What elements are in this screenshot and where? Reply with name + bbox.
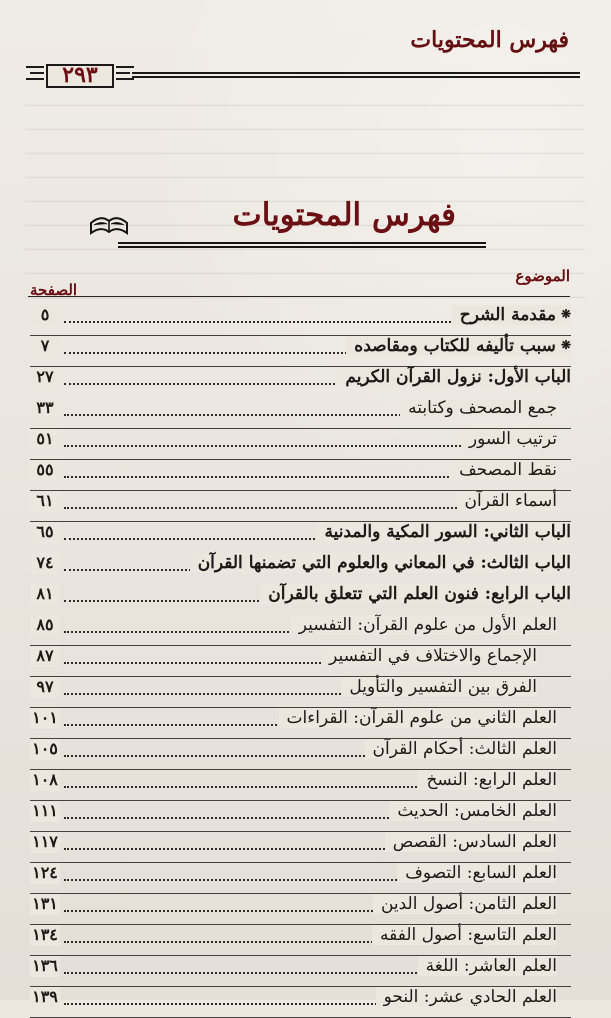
- page-number-ornament: [26, 60, 134, 92]
- toc-entry-title: العلم الحادي عشر: النحو: [376, 987, 557, 1007]
- toc-entry-page: ٧: [30, 336, 60, 357]
- ornament-line: [26, 78, 44, 80]
- ornament-line: [26, 66, 44, 68]
- toc-entry-page: ١٠١: [30, 708, 60, 729]
- list-item: [30, 832, 571, 863]
- toc-entry-page: ٣٣: [30, 398, 60, 419]
- toc-entry-title: أسماء القرآن: [457, 491, 557, 511]
- toc-entry-page: ٨٧: [30, 646, 60, 667]
- toc-entry-page: ١٢٤: [30, 863, 60, 884]
- page-number-box: [46, 64, 114, 88]
- open-book-icon: [88, 213, 130, 237]
- list-item: [30, 863, 571, 894]
- toc-entry-title: الإجماع والاختلاف في التفسير: [321, 646, 537, 666]
- toc-entry-page: ١٣٩: [30, 987, 60, 1008]
- toc-entry-page: ٦٥: [30, 522, 60, 543]
- list-item: [30, 770, 571, 801]
- list-item: [30, 460, 571, 491]
- toc-entry-title: الفرق بين التفسير والتأويل: [341, 677, 537, 697]
- toc-entry-page: ١٠٥: [30, 739, 60, 760]
- column-header-rule: [28, 296, 570, 297]
- list-item: [30, 305, 571, 336]
- list-item: [30, 925, 571, 956]
- table-of-contents-list: [30, 305, 571, 1018]
- heading-rule: [118, 242, 486, 248]
- bleed-through-text: [25, 88, 585, 298]
- toc-entry-page: ٨١: [30, 584, 60, 605]
- toc-entry-title: الباب الثاني: السور المكية والمدنية: [316, 522, 571, 542]
- running-title: فهرس المحتويات: [410, 27, 569, 53]
- toc-entry-page: ٦١: [30, 491, 60, 512]
- header-rule: [132, 72, 580, 78]
- toc-entry-page: ١٣٦: [30, 956, 60, 977]
- list-item: [30, 336, 571, 367]
- toc-entry-title: العلم الثالث: أحكام القرآن: [365, 739, 558, 759]
- toc-entry-title: الباب الأول: نزول القرآن الكريم: [337, 367, 571, 387]
- toc-entry-page: ٥١: [30, 429, 60, 450]
- list-item: [30, 987, 571, 1018]
- list-item: [30, 615, 571, 646]
- toc-entry-title: العلم الثامن: أصول الدين: [373, 894, 557, 914]
- toc-entry-page: ٥٥: [30, 460, 60, 481]
- toc-entry-page: ١١١: [30, 801, 60, 822]
- toc-entry-page: ٩٧: [30, 677, 60, 698]
- list-item: [30, 801, 571, 832]
- list-item: [30, 398, 571, 429]
- list-item: [30, 894, 571, 925]
- toc-entry-title: العلم السابع: التصوف: [397, 863, 557, 883]
- toc-entry-page: ١٠٨: [30, 770, 60, 791]
- page-title: فهرس المحتويات: [232, 197, 456, 233]
- page-column-header: الصفحة: [30, 281, 78, 299]
- list-item: [30, 708, 571, 739]
- ornament-line: [116, 78, 134, 80]
- toc-entry-title: ترتيب السور: [461, 429, 557, 449]
- list-item: [30, 367, 571, 398]
- list-item: [30, 646, 571, 677]
- toc-entry-title: جمع المصحف وكتابته: [400, 398, 557, 418]
- toc-entry-title: العلم العاشر: اللغة: [418, 956, 557, 976]
- toc-entry-title: ❋ سبب تأليفه للكتاب ومقاصده: [346, 336, 571, 356]
- list-item: [30, 553, 571, 584]
- toc-entry-title: الباب الرابع: فنون العلم التي تتعلق بالقرآن: [260, 584, 571, 604]
- toc-entry-title: الباب الثالث: في المعاني والعلوم التي تضمنها القرآن: [190, 553, 571, 573]
- page-number: ٢٩٣: [62, 62, 98, 88]
- ornament-line: [116, 72, 130, 74]
- contents-heading-block: [88, 197, 538, 248]
- toc-entry-title: العلم الرابع: النسخ: [418, 770, 557, 790]
- toc-entry-title: العلم التاسع: أصول الفقه: [372, 925, 557, 945]
- list-item: [30, 429, 571, 460]
- topic-column-header: الموضوع: [515, 267, 570, 285]
- toc-entry-page: ٨٥: [30, 615, 60, 636]
- toc-entry-title: نقط المصحف: [451, 460, 557, 480]
- toc-entry-page: ٥: [30, 305, 60, 326]
- toc-entry-title: ❋ مقدمة الشرح: [452, 305, 571, 325]
- toc-entry-title: العلم الخامس: الحديث: [389, 801, 557, 821]
- list-item: [30, 491, 571, 522]
- toc-entry-title: العلم الأول من علوم القرآن: التفسير: [291, 615, 557, 635]
- column-headers: [28, 269, 570, 297]
- toc-entry-page: ٧٤: [30, 553, 60, 574]
- list-item: [30, 956, 571, 987]
- list-item: [30, 677, 571, 708]
- list-item: [30, 739, 571, 770]
- ornament-line: [116, 66, 134, 68]
- list-item: [30, 522, 571, 553]
- toc-entry-title: العلم السادس: القصص: [385, 832, 557, 852]
- toc-entry-page: ١٣٤: [30, 925, 60, 946]
- toc-entry-page: ١٣١: [30, 894, 60, 915]
- toc-entry-page: ١١٧: [30, 832, 60, 853]
- list-item: [30, 584, 571, 615]
- toc-entry-page: ٢٧: [30, 367, 60, 388]
- toc-entry-title: العلم الثاني من علوم القرآن: القراءات: [279, 708, 557, 728]
- ornament-line: [30, 72, 44, 74]
